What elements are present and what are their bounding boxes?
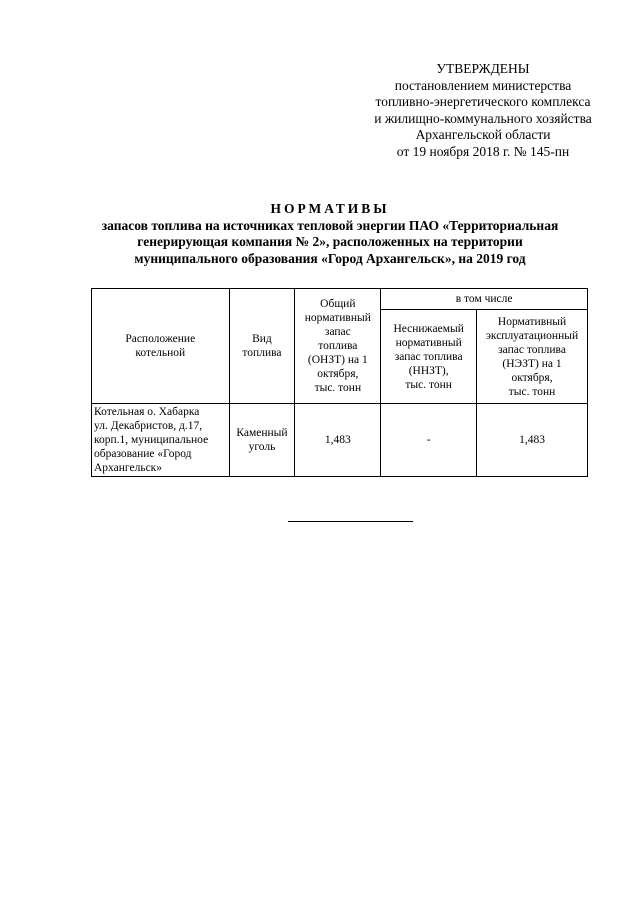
header-fuel-type [229,289,295,404]
header-text: Общий [320,298,356,310]
header-total [295,289,381,404]
table-row [92,404,588,477]
cell-text: уголь [248,441,276,453]
header-text: (ОНЗТ) на 1 [307,354,368,366]
approval-line: УТВЕРЖДЕНЫ [436,61,530,76]
title-heading: НОРМАТИВЫ [270,201,390,216]
document-title [70,201,590,267]
end-separator-line [288,521,413,522]
approval-line: Архангельской области [415,127,551,142]
cell-text: Архангельск» [94,462,163,474]
cell-text: образование «Город [94,448,192,460]
cell-nnzt: - [381,404,477,477]
table-header-row [92,289,588,310]
cell-fuel-type [229,404,295,477]
header-text: запас топлива [394,350,463,363]
header-text: эксплуатационный [485,329,579,342]
header-text: нормативный [395,336,462,349]
header-text: запас топлива [498,343,566,356]
header-text: тыс. тонн [405,378,452,391]
cell-text: ул. Декабристов, д.17, [94,420,203,432]
cell-location [92,404,230,477]
approval-line: и жилищно-коммунального хозяйства [374,110,592,126]
title-subtitle-line: муниципального образования «Город Архангельск», на 2019 год [134,250,526,266]
approval-line: от 19 ноября 2018 г. № 145-пн [396,143,570,159]
header-text: (НЭЗТ) на 1 [502,357,562,370]
header-text: котельной [135,347,186,359]
approval-line: топливно-энергетического комплекса [375,94,591,109]
title-subtitle-line: запасов топлива на источниках тепловой энергии ПАО «Территориальная [101,217,559,233]
header-text: топлива [318,340,358,352]
header-text: топлива [242,347,282,359]
cell-total: 1,483 [295,404,381,477]
cell-text: Каменный [236,427,288,439]
header-text: Расположение [125,333,196,345]
header-text: октября, [511,371,553,384]
header-text: нормативный [304,312,371,324]
header-text: (ННЗТ), [408,364,449,377]
header-text: Нормативный [497,315,567,328]
cell-text: Котельная о. Хабарка [94,406,200,418]
header-including: в том числе [381,289,588,310]
cell-text: корп.1, муниципальное [94,434,209,446]
header-text: запас [324,326,351,338]
header-text: тыс. тонн [314,382,362,394]
header-text: Неснижаемый [393,322,464,335]
fuel-norms-table [91,288,588,477]
approval-line: постановлением министерства [394,77,572,93]
header-text: октября, [317,368,359,380]
header-location [92,289,230,404]
header-text: Вид [252,333,272,345]
approval-block [340,61,626,160]
title-subtitle-line: генерирующая компания № 2», расположенных на территории [137,234,523,249]
header-nnzt [381,310,477,404]
header-nezt [477,310,588,404]
header-text: тыс. тонн [508,385,556,398]
cell-nezt: 1,483 [477,404,588,477]
